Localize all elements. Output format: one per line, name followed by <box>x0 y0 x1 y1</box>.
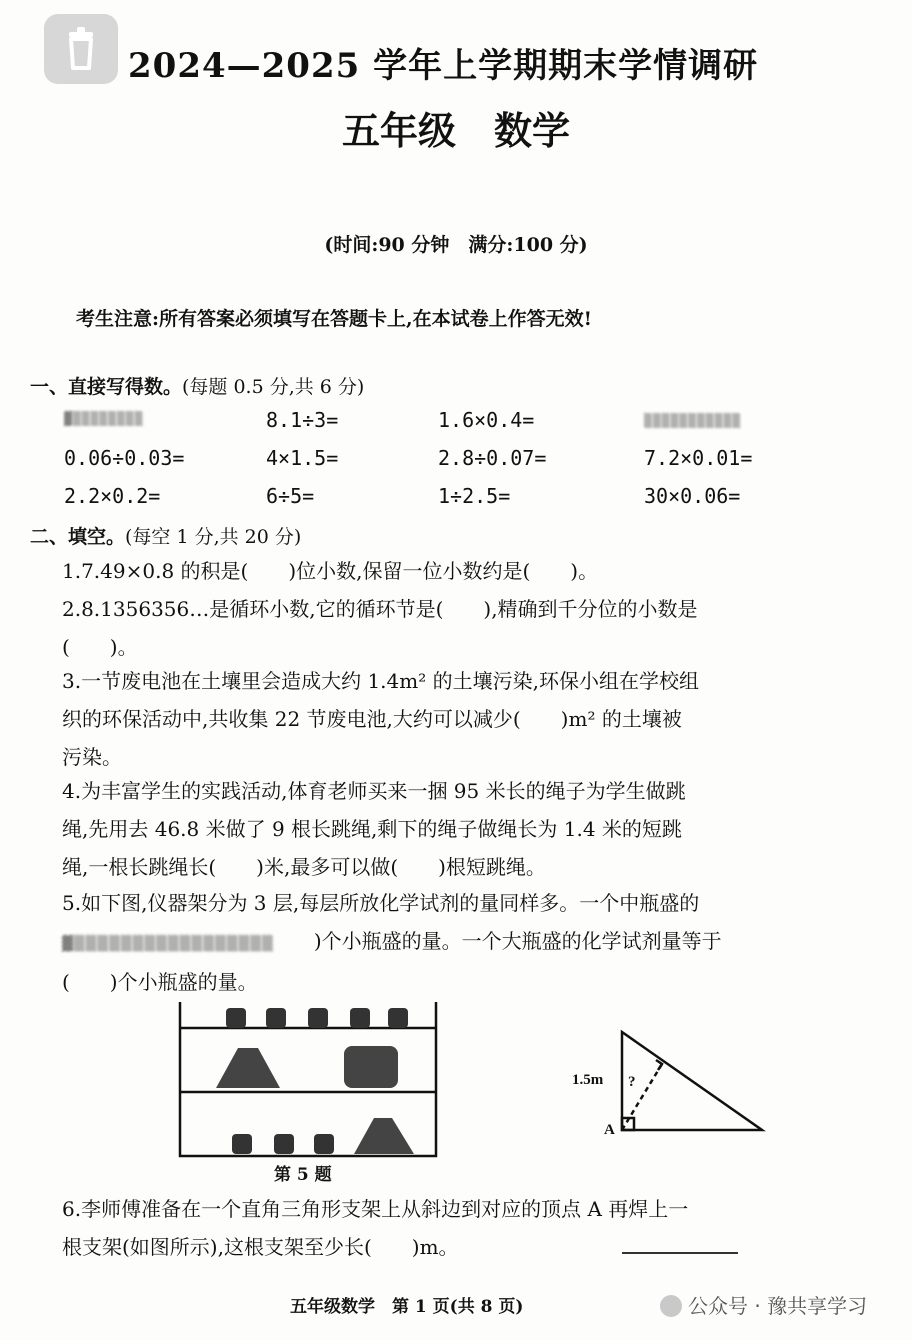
question-text: 4.为丰富学生的实践活动,体育老师买来一捆 95 米长的绳子为学生做跳 <box>62 779 686 803</box>
calc-blurred-1: ▓▒▒▒▒▒▒▒▒ <box>64 412 144 427</box>
question-text: ( )个小瓶盛的量。 <box>62 970 258 994</box>
triangle-figure <box>618 1028 766 1134</box>
calc-item: 1.6×0.4= <box>438 408 535 432</box>
calc-item: 4×1.5= <box>266 446 339 470</box>
question-6 <box>62 1190 882 1266</box>
small-bottles-bottom <box>232 1134 334 1154</box>
calc-item: 30×0.06= <box>644 484 741 508</box>
question-text: 3.一节废电池在土壤里会造成大约 1.4m² 的土壤污染,环保小组在学校组 <box>62 669 699 693</box>
trash-icon[interactable] <box>44 14 118 84</box>
exam-subtitle: 五年级 数学 <box>341 108 570 153</box>
medium-bottle <box>354 1118 414 1154</box>
question-text: 2.8.1356356…是循环小数,它的循环节是( ),精确到千分位的小数是 <box>62 597 698 621</box>
page-footer: 五年级数学 第 1 页(共 8 页) <box>290 1297 524 1317</box>
triangle-unknown-label: ? <box>628 1074 636 1090</box>
calc-item: 2.8÷0.07= <box>438 446 547 470</box>
calc-item: 6÷5= <box>266 484 315 508</box>
question-text: 5.如下图,仪器架分为 3 层,每层所放化学试剂的量同样多。一个中瓶盛的 <box>62 891 700 915</box>
answer-underline <box>622 1252 738 1254</box>
calc-blurred-4: ▒▒▒▒▒▒▒▒▒▒▒ <box>644 414 742 429</box>
question-text: ( )。 <box>62 635 138 659</box>
shelf-figure <box>176 1000 440 1158</box>
question-text: 污染。 <box>62 745 122 769</box>
triangle-side-label: 1.5m <box>572 1072 604 1088</box>
question-5 <box>62 884 882 1001</box>
figure-5-label: 第 5 题 <box>274 1165 332 1185</box>
calc-item: 1÷2.5= <box>438 484 511 508</box>
question-1 <box>62 552 882 590</box>
section2-heading: 二、填空。(每空 1 分,共 20 分) <box>30 526 302 548</box>
question-text-blurred: ▓▒▒▒▒▒▒▒▒▒▒▒▒▒▒▒▒▒ )个小瓶盛的量。一个大瓶盛的化学试剂量等于 <box>62 929 722 953</box>
question-text: 绳,一根长跳绳长( )米,最多可以做( )根短跳绳。 <box>62 855 546 879</box>
question-text: 根支架(如图所示),这根支架至少长( )m。 <box>62 1235 459 1259</box>
question-4 <box>62 772 882 886</box>
watermark: 公众号 · 豫共享学习 <box>660 1290 867 1319</box>
calc-item: 2.2×0.2= <box>64 484 161 508</box>
question-text: 织的环保活动中,共收集 22 节废电池,大约可以减少( )m² 的土壤被 <box>62 707 682 731</box>
question-text: 1.7.49×0.8 的积是( )位小数,保留一位小数约是( )。 <box>62 559 599 583</box>
exam-notice: 考生注意:所有答案必须填写在答题卡上,在本试卷上作答无效! <box>76 308 592 330</box>
medium-bottle <box>216 1048 280 1088</box>
small-bottles-top <box>226 1008 408 1028</box>
calc-item: 7.2×0.01= <box>644 446 753 470</box>
large-bottle <box>344 1046 398 1088</box>
question-3 <box>62 662 882 776</box>
exam-title: 2024—2025 学年上学期期末学情调研 <box>128 46 759 86</box>
section1-heading: 一、直接写得数。(每题 0.5 分,共 6 分) <box>30 376 365 398</box>
exam-meta: (时间:90 分钟 满分:100 分) <box>324 234 588 256</box>
question-text: 绳,先用去 46.8 米做了 9 根长跳绳,剩下的绳子做绳长为 1.4 米的短跳 <box>62 817 682 841</box>
calc-item: 0.06÷0.03= <box>64 446 185 470</box>
question-text: 6.李师傅准备在一个直角三角形支架上从斜边到对应的顶点 A 再焊上一 <box>62 1197 689 1221</box>
calc-item: 8.1÷3= <box>266 408 339 432</box>
wechat-icon <box>660 1295 682 1317</box>
question-2 <box>62 590 882 666</box>
triangle-vertex-label: A <box>604 1122 615 1138</box>
